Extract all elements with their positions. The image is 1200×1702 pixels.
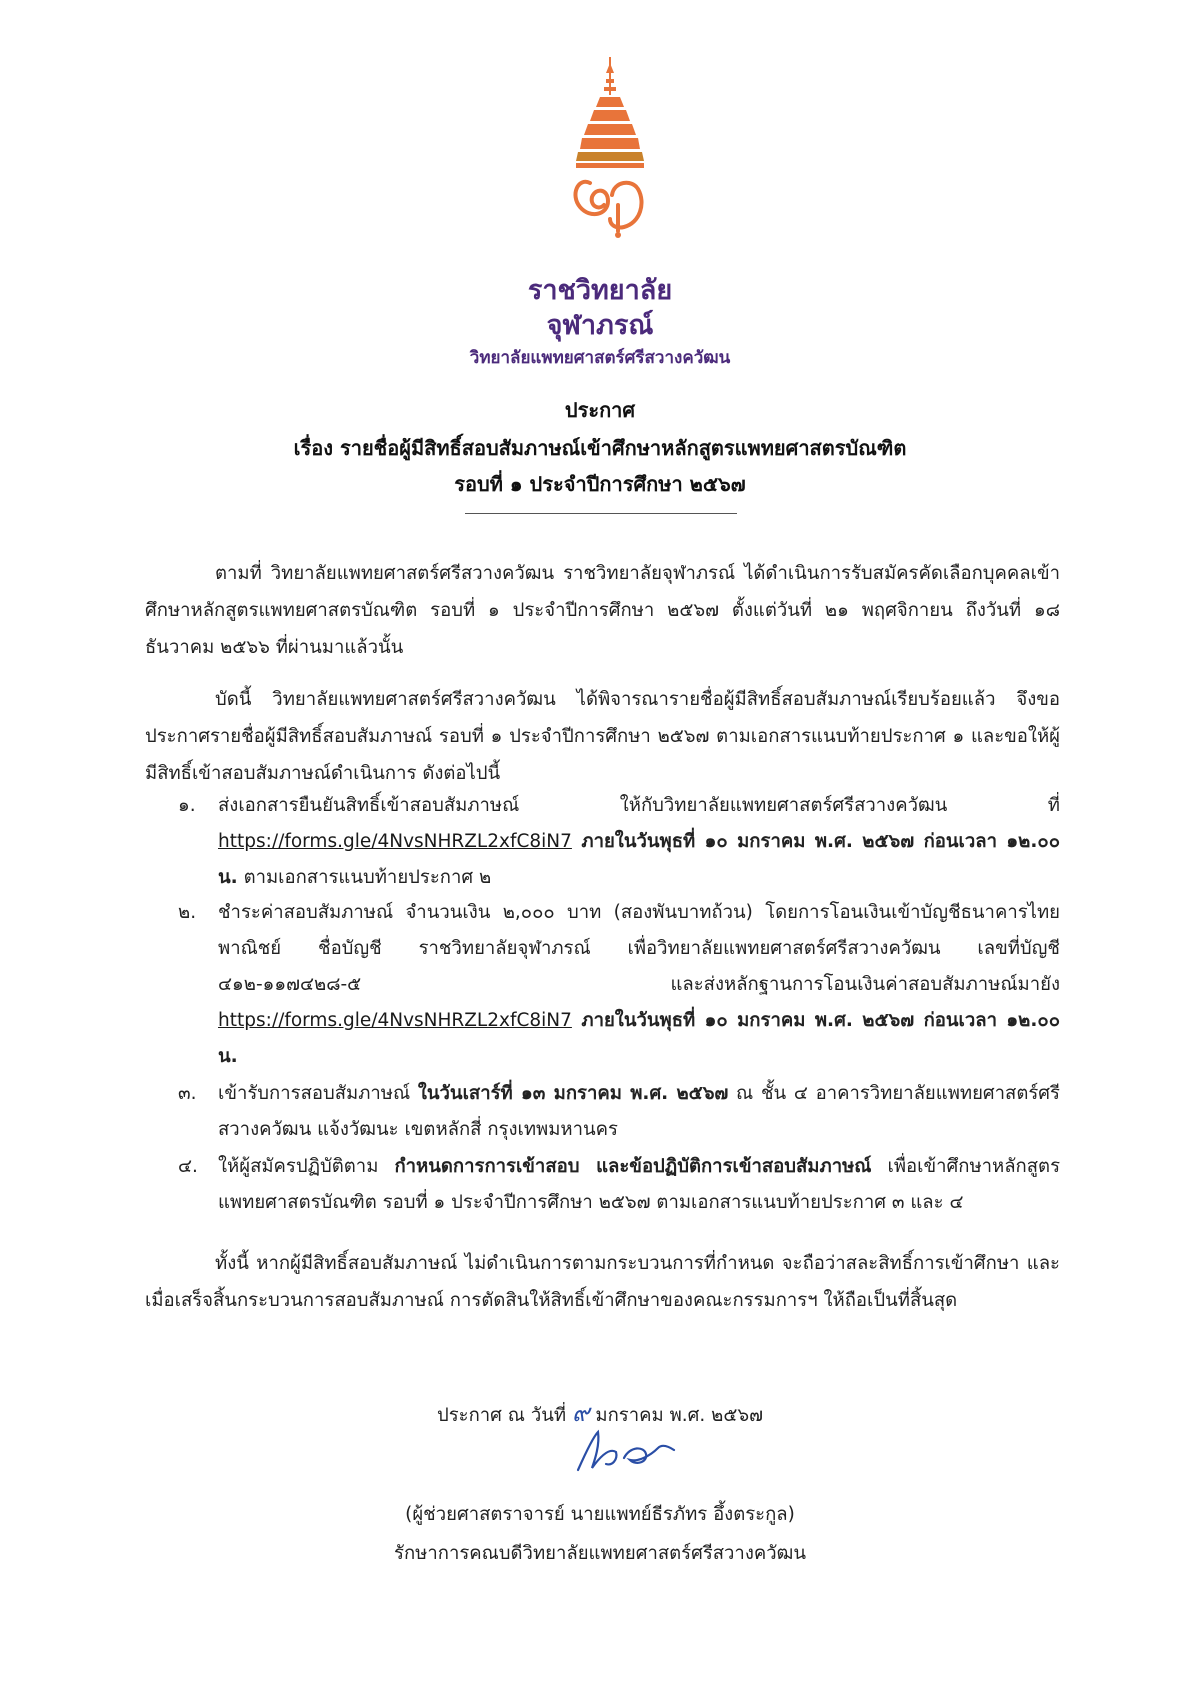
- signatory-title: รักษาการคณบดีวิทยาลัยแพทยศาสตร์ศรีสวางควัฒน: [394, 1543, 806, 1564]
- closing-paragraph: ทั้งนี้ หากผู้มีสิทธิ์สอบสัมภาษณ์ ไม่ดำเนินการตามกระบวนการที่กำหนด จะถือว่าสละสิทธิ์การเข้าศึกษา และเมื่อเสร็จสิ้นกระบวนการสอบสัมภาษณ์ การตัดสินให้สิทธิ์เข้าศึกษาของคณะกรรมการฯ ให้ถือเป็นที่สิ้นสุด: [145, 1253, 1060, 1311]
- title-divider: [465, 513, 737, 514]
- form-link[interactable]: https://forms.gle/4NvsNHRZL2xfC8iN7: [218, 831, 572, 852]
- announcement-heading: ประกาศ: [564, 398, 636, 422]
- item-text-start: ชำระค่าสอบสัมภาษณ์ จำนวนเงิน ๒,๐๐๐ บาท (สองพันบาทถ้วน) โดยการโอนเงินเข้าบัญชีธนาคารไทยพาณิชย์ ชื่อบัญชี ราชวิทยาลัยจุฬาภรณ์ เพื่อวิทยาลัยแพทยศาสตร์ศรีสวางควัฒน เลขที่บัญชี ๔๑๒-๑๑๗๔๒๘-๕ และส่งหลักฐานการโอนเงินค่าสอบสัมภาษณ์มายัง: [218, 902, 1060, 995]
- item-deadline: ภายในวันพุธที่ ๑๐ มกราคม พ.ศ. ๒๕๖๗ ก่อนเวลา ๑๒.๐๐ น.: [218, 831, 1060, 888]
- item-text: [218, 895, 1060, 1075]
- list-item: [145, 788, 1060, 896]
- list-item: [145, 895, 1060, 1075]
- item-number: ๑.: [178, 795, 196, 816]
- item-text-end: เพื่อเข้าศึกษาหลักสูตรแพทยศาสตรบัณฑิต รอบที่ ๑ ประจำปีการศึกษา ๒๕๖๗ ตามเอกสารแนบท้ายประกาศ ๓ และ ๔: [218, 1156, 1060, 1213]
- item-text: [218, 788, 1060, 896]
- item-text-start: ส่งเอกสารยืนยันสิทธิ์เข้าสอบสัมภาษณ์ ให้กับวิทยาลัยแพทยศาสตร์ศรีสวางควัฒน ที่: [218, 795, 1060, 816]
- signatory-name: (ผู้ช่วยศาสตราจารย์ นายแพทย์ธีรภัทร อึ้งตระกูล): [405, 1504, 795, 1525]
- college-name: วิทยาลัยแพทยศาสตร์ศรีสวางควัฒน: [469, 348, 731, 368]
- college-crest-logo: [560, 55, 660, 245]
- announcement-round: รอบที่ ๑ ประจำปีการศึกษา ๒๕๖๗: [454, 472, 746, 496]
- item-text: [218, 1076, 1060, 1148]
- item-number: ๔.: [178, 1156, 198, 1177]
- form-link[interactable]: https://forms.gle/4NvsNHRZL2xfC8iN7: [218, 1010, 572, 1031]
- announcement-paragraph: บัดนี้ วิทยาลัยแพทยศาสตร์ศรีสวางควัฒน ได้พิจารณารายชื่อผู้มีสิทธิ์สอบสัมภาษณ์เรียบร้อยแล้ว จึงขอประกาศรายชื่อผู้มีสิทธิ์สอบสัมภาษณ์ รอบที่ ๑ ประจำปีการศึกษา ๒๕๖๗ ตามเอกสารแนบท้ายประกาศ ๑ และขอให้ผู้มีสิทธิ์เข้าสอบสัมภาษณ์ดำเนินการ ดังต่อไปนี้: [145, 689, 1060, 784]
- item-text-start: เข้ารับการสอบสัมภาษณ์: [218, 1083, 418, 1104]
- item-deadline: ภายในวันพุธที่ ๑๐ มกราคม พ.ศ. ๒๕๖๗ ก่อนเวลา ๑๒.๐๐ น.: [218, 1010, 1060, 1067]
- handwritten-signature: [572, 1422, 682, 1477]
- item-interview-date: ในวันเสาร์ที่ ๑๓ มกราคม พ.ศ. ๒๕๖๗: [417, 1083, 729, 1104]
- item-number: ๒.: [178, 902, 197, 923]
- item-text-start: ให้ผู้สมัครปฏิบัติตาม: [218, 1156, 395, 1177]
- item-number: ๓.: [178, 1083, 197, 1104]
- date-suffix: มกราคม พ.ศ. ๒๕๖๗: [589, 1405, 764, 1426]
- org-name-line1: ราชวิทยาลัย: [527, 275, 673, 306]
- list-item: [145, 1149, 1060, 1221]
- item-text-end: ตามเอกสารแนบท้ายประกาศ ๒: [237, 867, 492, 888]
- list-item: [145, 1076, 1060, 1148]
- item-text: [218, 1149, 1060, 1221]
- item-rules: กำหนดการการเข้าสอบ และข้อปฏิบัติการเข้าสอบสัมภาษณ์: [394, 1156, 872, 1177]
- announcement-subject: เรื่อง รายชื่อผู้มีสิทธิ์สอบสัมภาษณ์เข้าศึกษาหลักสูตรแพทยศาสตรบัณฑิต: [293, 436, 907, 460]
- date-prefix: ประกาศ ณ วันที่: [436, 1405, 572, 1426]
- handwritten-day: ๙: [571, 1399, 590, 1427]
- org-name-line2: จุฬาภรณ์: [546, 310, 654, 341]
- intro-paragraph: ตามที่ วิทยาลัยแพทยศาสตร์ศรีสวางควัฒน ราชวิทยาลัยจุฬาภรณ์ ได้ดำเนินการรับสมัครคัดเลือกบุคคลเข้าศึกษาหลักสูตรแพทยศาสตรบัณฑิต รอบที่ ๑ ประจำปีการศึกษา ๒๕๖๗ ตั้งแต่วันที่ ๒๑ พฤศจิกายน ถึงวันที่ ๑๘ ธันวาคม ๒๕๖๖ ที่ผ่านมาแล้วนั้น: [145, 563, 1060, 658]
- item-text-end: ณ ชั้น ๔ อาคารวิทยาลัยแพทยศาสตร์ศรีสวางควัฒน แจ้งวัฒนะ เขตหลักสี่ กรุงเทพมหานคร: [218, 1083, 1060, 1140]
